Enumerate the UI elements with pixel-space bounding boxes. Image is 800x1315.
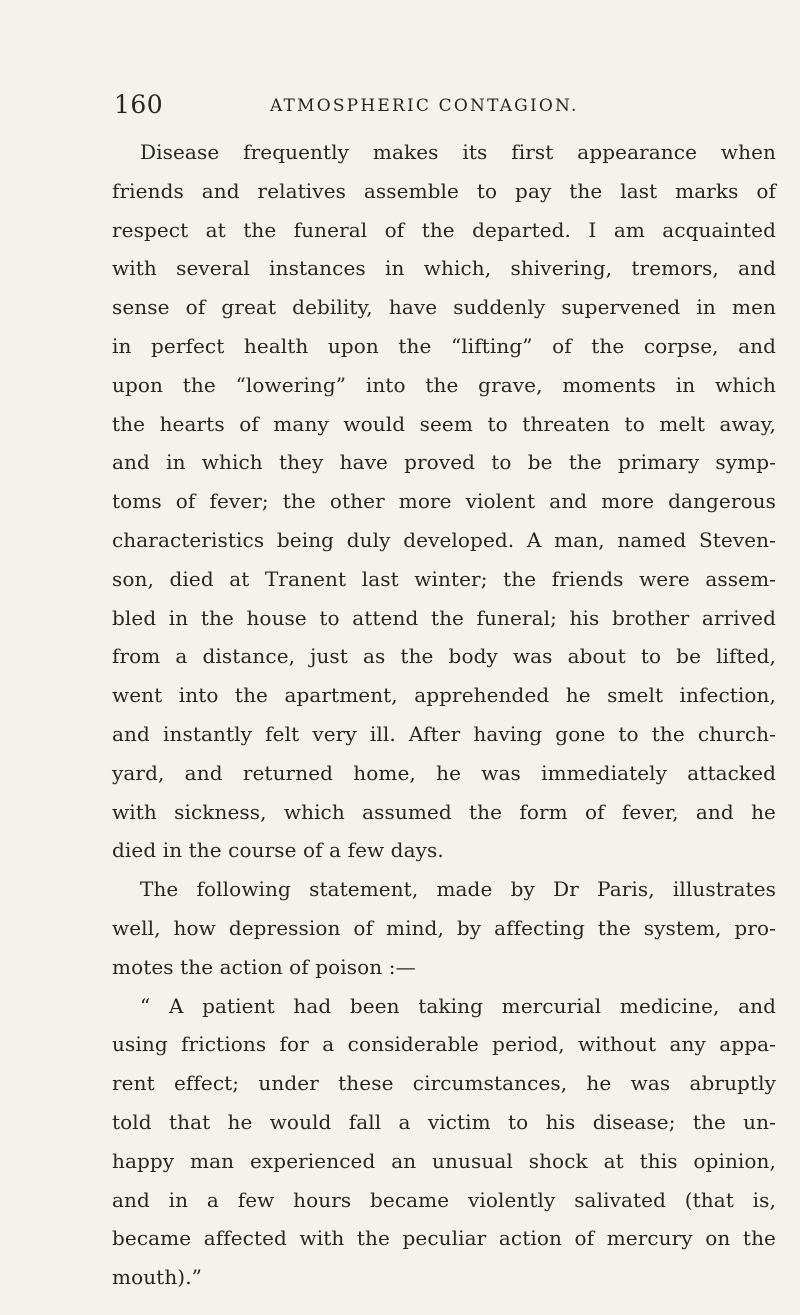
text-line: mouth).”: [112, 1265, 202, 1290]
page-number: 160: [114, 90, 164, 119]
text-line: from a distance, just as the body was about to be lifted,: [112, 644, 776, 669]
text-line: The following statement, made by Dr Paris, illustrates: [140, 877, 776, 902]
body-text: [112, 133, 776, 1297]
text-line: yard, and returned home, he was immediately attacked: [112, 760, 776, 785]
text-line: told that he would fall a victim to his disease; the un-: [112, 1109, 776, 1134]
text-line: became affected with the peculiar action of mercury on the: [112, 1226, 776, 1251]
text-line: went into the apartment, apprehended he smelt infection,: [112, 683, 776, 708]
text-line: died in the course of a few days.: [112, 838, 444, 863]
text-line: and instantly felt very ill. After having gone to the church-: [112, 721, 776, 746]
text-line: toms of fever; the other more violent and more dangerous: [112, 489, 776, 514]
page-header: [114, 90, 774, 126]
text-line: friends and relatives assemble to pay the last marks of: [112, 178, 776, 203]
text-line: happy man experienced an unusual shock at this opinion,: [112, 1148, 776, 1173]
text-line: using frictions for a considerable period, without any appa-: [112, 1032, 776, 1057]
running-head: ATMOSPHERIC CONTAGION.: [270, 96, 579, 116]
text-line: Disease frequently makes its first appearance when: [140, 140, 776, 164]
text-line: upon the “lowering” into the grave, moments in which: [112, 372, 776, 397]
text-line: rent effect; under these circumstances, he was abruptly: [112, 1071, 776, 1096]
text-line: son, died at Tranent last winter; the friends were assem-: [112, 566, 776, 591]
text-line: bled in the house to attend the funeral; his brother arrived: [112, 605, 776, 630]
text-line: with sickness, which assumed the form of fever, and he: [112, 799, 776, 824]
text-line: motes the action of poison :—: [112, 954, 416, 979]
text-line: sense of great debility, have suddenly supervened in men: [112, 295, 776, 320]
text-line: well, how depression of mind, by affecting the system, pro-: [112, 915, 776, 940]
text-line: characteristics being duly developed. A man, named Steven-: [112, 527, 776, 552]
text-line: “ A patient had been taking mercurial medicine, and: [140, 993, 776, 1018]
text-line: in perfect health upon the “lifting” of the corpse, and: [112, 333, 776, 358]
text-line: with several instances in which, shivering, tremors, and: [112, 256, 776, 281]
text-line: and in which they have proved to be the primary symp-: [112, 450, 776, 475]
text-line: the hearts of many would seem to threaten to melt away,: [112, 411, 776, 436]
text-line: and in a few hours became violently salivated (that is,: [112, 1187, 776, 1212]
text-line: respect at the funeral of the departed. I am acquainted: [112, 217, 776, 242]
